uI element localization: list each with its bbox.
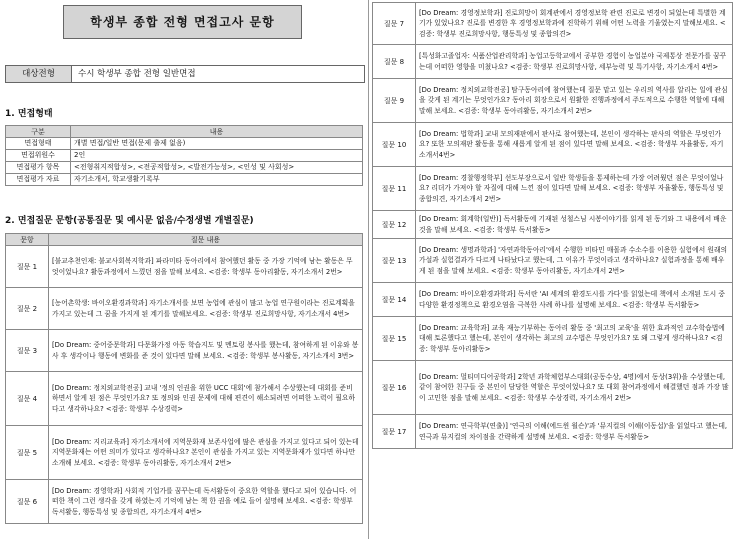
questions-table-right [372,2,733,449]
form-header-category: 구분 [6,126,71,138]
target-admission-box [5,65,365,83]
form-key: 면접평가 항목 [6,162,71,174]
table-row [6,174,363,186]
question-text: [Do Dream: 경영학과] 사회적 기업가를 꿈꾸는데 독서활동이 중요한 역할을 했다고 되어 있습니다. 어떠한 책이 그런 생각을 갖게 하였는지 기억에 남는 책 한 권을 예로 들어 설명해 보세요. <검증: 학생부 독서활동, 행동특성 및 종합의견, 자기소개서 4번> [49,480,363,524]
question-text: [Do Dream: 지리교육과] 자기소개서에 지역문화재 보존사업에 많은 관심을 가지고 있다고 되어 있는데 지역문화재는 어떤 의미가 있다고 생각하나요? 본인이 관심을 가지고 있는 지역문화재가 있다면 하나만 소개해 보세요. <검증: 학생부 동아리활동, 자기소개서 2번> [49,426,363,480]
question-text: [Do Dream: 경찰행정학부] 선도부장으로서 일반 학생들을 통제하는데 가장 어려웠던 점은 무엇이었나요? 리더가 가져야 할 자질에 대해 느낀 점이 있다면 말해 보세요. <검증: 학생부 자율활동, 행동특성 및 종합의견, 자기소개서 2번> [416,167,733,211]
page-title: 학생부 종합 전형 면접고사 문항 [63,5,302,39]
section1-heading: 1. 면접형태 [5,109,53,119]
question-text: [특성화고졸업자: 식품산업관리학과] 농업고등학교에서 공부한 경험이 농업분야 국제통상 전문가를 꿈꾸는데 어떠한 영향을 미쳤나요? <검증: 학생부 진로희망사항, 세부능력 및 특기사항, 자기소개서 4번> [416,45,733,79]
question-text: [Do Dream: 중어중문학과] 다문화가정 아동 학습지도 및 멘토링 봉사를 했는데, 참여하게 된 이유와 봉사 후 생각이나 행동에 변화를 준 것이 있다면 말해 보세요. <검증: 학생부 봉사활동, 자기소개서 3번> [49,330,363,372]
question-text: [Do Dream: 경영정보학과] 진로희망이 회계관에서 경영정보학 관련 진로로 변경이 되었는데 특별한 계기가 있었나요? 진로를 변경한 후 경영정보학과에 진학하기 위해 어떤 노력을 기울였는지 말해보세요. <검증: 학생부 진로희망사항, 행동특성 및 종합의견> [416,3,733,45]
form-value: 2인 [71,150,363,162]
table-row [373,211,733,239]
question-number: 질문 12 [373,211,416,239]
table-row [6,480,363,524]
question-text: [Do Dream: 정치외교학전공] 교내 '정의 인권을 위한 UCC 대회'에 참가해서 수상했는데 대회를 준비하면서 알게 된 점은 무엇인가요? 또 정의와 인권 문제에 대해 편견이 해소되려면 어떠한 노력이 필요하다고 생각하나요? <검증: 학생부 수상경력> [49,372,363,426]
table-row [6,246,363,288]
form-value: 개별 면접/일반 면접(문제 출제 없음) [71,138,363,150]
table-row [6,150,363,162]
question-number: 질문 1 [6,246,49,288]
question-number: 질문 16 [373,361,416,415]
table-row [6,372,363,426]
question-number: 질문 5 [6,426,49,480]
question-number: 질문 10 [373,123,416,167]
table-row [373,167,733,211]
question-text: [Do Dream: 멀티미디어공학과] 2학년 과학체험부스대회(공동수상, 4명)에서 동상(3위)을 수상했는데, 같이 참여한 친구들 중 본인이 담당한 역할은 무엇이었나요? 또 대회 참여과정에서 해결했던 점과 가장 많이 고민한 점을 말해 보세요. <검증: 학생부 수상경력, 자기소개서 2번> [416,361,733,415]
q-header-content: 질문 내용 [49,234,363,246]
table-row [6,162,363,174]
question-number: 질문 2 [6,288,49,330]
question-text: [Do Dream: 법학과] 교내 모의재판에서 판사로 참여했는데, 본인이 생각하는 판사의 역할은 무엇인가요? 또한 모의재판 활동을 통해 새롭게 알게 된 점이 있다면 말해 보세요. <검증: 학생부 자율활동, 자기소개서4번> [416,123,733,167]
table-row [373,415,733,449]
question-text: [Do Dream: 생명과학과] '자연과학동아리'에서 수행한 비타민 매몰과 수소수를 이용한 실험에서 원래의 가설과 실험결과가 다르게 나타났다고 했는데, 그 이유가 무엇이라고 생각하나요? 실험과정을 통해 배우게 된 점을 말해 보세요. <검증: 학생부 동아리활동, 자기소개서 2번> [416,239,733,283]
question-number: 질문 11 [373,167,416,211]
form-value: <전형취지적합성>, <전공적합성>, <발전가능성>, <인성 및 사회성> [71,162,363,174]
table-row [373,3,733,45]
table-row [373,361,733,415]
form-key: 면접평가 자료 [6,174,71,186]
questions-table-left [5,233,363,524]
form-header-content: 내용 [71,126,363,138]
question-text: [불교추천인재: 불교사회복지학과] 파라미타 동아리에서 참여했던 활동 중 가장 기억에 남는 활동은 무엇이었나요? 활동과정에서 느꼈던 점을 말해 보세요. <검증: 학생부 동아리활동, 자기소개서 2번> [49,246,363,288]
question-text: [Do Dream: 교육학과] 교육 재능기부하는 동아리 활동 중 '최고의 교육'을 위한 효과적인 교수학습법에 대해 토론했다고 했는데, 본인이 생각하는 최고의 교수법은 무엇인가요? 또 왜 그렇게 생각하나요? <검증: 학생부 동아리활동> [416,317,733,361]
target-value: 수시 학생부 종합 전형 일반면접 [78,69,196,79]
form-value: 자기소개서, 학교생활기록부 [71,174,363,186]
table-row [6,330,363,372]
table-row [373,123,733,167]
table-row [6,138,363,150]
question-number: 질문 15 [373,317,416,361]
question-number: 질문 17 [373,415,416,449]
question-number: 질문 8 [373,45,416,79]
question-text: [Do Dream: 연극학부(연출)] '연극의 이해(에드윈 윌슨)'과 '뮤지컬의 이해(이동섭)'을 읽었다고 했는데, 연극과 뮤지컬의 차이점을 간략하게 설명해 보세요. <검증: 학생부 독서활동> [416,415,733,449]
question-number: 질문 4 [6,372,49,426]
table-row [373,239,733,283]
question-number: 질문 3 [6,330,49,372]
table-row [373,45,733,79]
target-label: 대상전형 [6,66,72,82]
right-column [372,0,735,539]
q-header-number: 문항 [6,234,49,246]
interview-form-table [5,125,363,186]
question-text: [Do Dream: 정치외교학전공] 탐구동아리에 참여했는데 질문 맡고 있는 우리의 역사를 알리는 일에 관심을 갖게 된 계기는 무엇인가요? 동아리 회장으로서 원활한 진행과정에서 주도적으로 수행한 역할에 대해 말해 보세요. <검증: 학생부 동아리활동, 자기소개서 2번> [416,79,733,123]
table-row [373,317,733,361]
table-row [6,288,363,330]
form-key: 면접형태 [6,138,71,150]
question-text: [Do Dream: 회계학(일반)] 독서활동에 기재된 성철스님 시봉이야기를 읽게 된 동기와 그 내용에서 배운 것을 말해 보세요. <검증: 학생부 독서활동> [416,211,733,239]
question-number: 질문 6 [6,480,49,524]
question-text: [농어촌학생: 바이오환경과학과] 자기소개서를 보면 농업에 관심이 많고 농업 연구원이라는 진로계획을 가지고 있는데 그 꿈을 가지게 된 계기를 말해보세요. <검증: 학생부 진로희망사항, 자기소개서 4번> [49,288,363,330]
question-number: 질문 9 [373,79,416,123]
question-text: [Do Dream: 바이오환경과학과] 독서란 'AI 세계의 환경도시를 가다'를 읽었는데 책에서 소개된 도시 중 다양한 환경정책으로 환경오염을 극복한 사례 하나를 설명해 보세요. <검증: 학생부 독서활동> [416,283,733,317]
table-row [6,426,363,480]
form-key: 면접위원수 [6,150,71,162]
table-row [373,79,733,123]
question-number: 질문 7 [373,3,416,45]
section2-heading: 2. 면접질문 문항(공통질문 및 예시문 없음/수정생별 개별질문) [5,216,254,226]
table-row [373,283,733,317]
question-number: 질문 14 [373,283,416,317]
question-number: 질문 13 [373,239,416,283]
